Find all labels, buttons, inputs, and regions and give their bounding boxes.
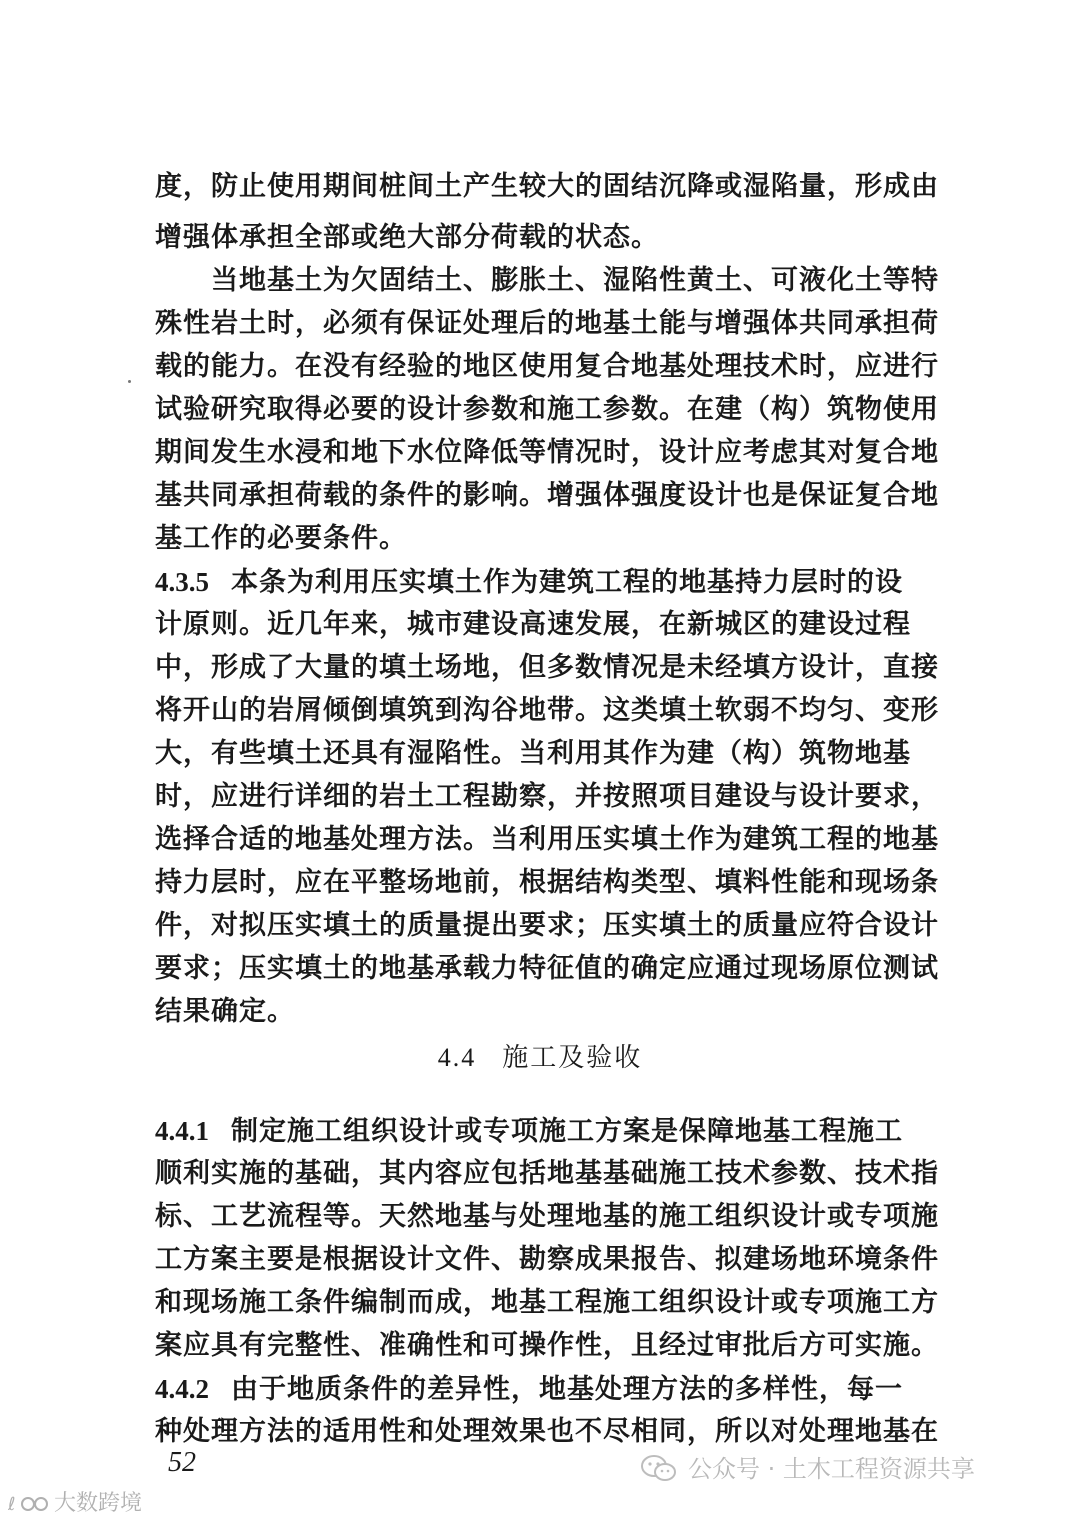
- text-line: 基工作的必要条件。: [155, 523, 407, 554]
- page-number: 52: [168, 1447, 196, 1478]
- text-line: 时，应进行详细的岩土工程勘察，并按照项目建设与设计要求，: [155, 781, 939, 812]
- text-line: 顺利实施的基础，其内容应包括地基基础施工技术参数、技术指: [155, 1158, 939, 1189]
- wechat-watermark: [640, 1452, 975, 1486]
- clause-number: 4.3.5: [155, 567, 209, 597]
- text-line: 试验研究取得必要的设计参数和施工参数。在建（构）筑物使用: [155, 394, 939, 425]
- section-heading: [0, 1039, 1080, 1077]
- clause-4-3-5: 4.3.5 本条为利用压实填土作为建筑工程的地基持力层时的设: [155, 567, 903, 598]
- text-line: 当地基土为欠固结土、膨胀土、湿陷性黄土、可液化土等特: [155, 265, 939, 296]
- svg-text:ℓ: ℓ: [8, 1494, 16, 1515]
- watermark-text: 大数跨境: [54, 1491, 143, 1516]
- clause-number: 4.4.2: [155, 1374, 209, 1404]
- text-line: 要求；压实填土的地基承载力特征值的确定应通过现场原位测试: [155, 953, 939, 984]
- text-line: 案应具有完整性、准确性和可操作性，且经过审批后方可实施。: [155, 1330, 939, 1361]
- clause-number: 4.4.1: [155, 1116, 209, 1146]
- text-line: 结果确定。: [155, 996, 295, 1027]
- text-line: 中，形成了大量的填土场地，但多数情况是未经填方设计，直接: [155, 652, 939, 683]
- section-title-text: 施工及验收: [502, 1043, 643, 1073]
- wechat-icon: [640, 1454, 678, 1484]
- clause-4-4-1: 4.4.1 制定施工组织设计或专项施工方案是保障地基工程施工: [155, 1116, 903, 1147]
- text-line: 选择合适的地基处理方法。当利用压实填土作为建筑工程的地基: [155, 824, 939, 855]
- text-line: 将开山的岩屑倾倒填筑到沟谷地带。这类填土软弱不均匀、变形: [155, 695, 939, 726]
- text-line: 期间发生水浸和地下水位降低等情况时，设计应考虑其对复合地: [155, 437, 939, 468]
- text-line: 载的能力。在没有经验的地区使用复合地基处理技术时，应进行: [155, 351, 939, 382]
- text-line: 殊性岩土时，必须有保证处理后的地基土能与增强体共同承担荷: [155, 308, 939, 339]
- text-line: 工方案主要是根据设计文件、勘察成果报告、拟建场地环境条件: [155, 1244, 939, 1275]
- clause-4-4-2: 4.4.2 由于地质条件的差异性，地基处理方法的多样性，每一: [155, 1374, 903, 1405]
- text-line: 和现场施工条件编制而成，地基工程施工组织设计或专项施工方: [155, 1287, 939, 1318]
- watermark-text: 公众号 · 土木工程资源共享: [688, 1455, 975, 1483]
- text-line: 持力层时，应在平整场地前，根据结构类型、填料性能和现场条: [155, 867, 939, 898]
- text-line: 基共同承担荷载的条件的影响。增强体强度设计也是保证复合地: [155, 480, 939, 511]
- text-line: 件，对拟压实填土的质量提出要求；压实填土的质量应符合设计: [155, 910, 939, 941]
- section-number: 4.4: [437, 1043, 477, 1072]
- text-line: 种处理方法的适用性和处理效果也不尽相同，所以对处理地基在: [155, 1416, 939, 1447]
- brand-logo-icon: [8, 1492, 50, 1516]
- text-line: 计原则。近几年来，城市建设高速发展，在新城区的建设过程: [155, 609, 911, 640]
- text-line: 大，有些填土还具有湿陷性。当利用其作为建（构）筑物地基: [155, 738, 911, 769]
- text-line: 标、工艺流程等。天然地基与处理地基的施工组织设计或专项施: [155, 1201, 939, 1232]
- text-line: 增强体承担全部或绝大部分荷载的状态。: [155, 222, 659, 253]
- brand-watermark: [8, 1489, 142, 1519]
- margin-speck: [128, 380, 131, 383]
- text-line: 度，防止使用期间桩间土产生较大的固结沉降或湿陷量，形成由: [155, 171, 939, 202]
